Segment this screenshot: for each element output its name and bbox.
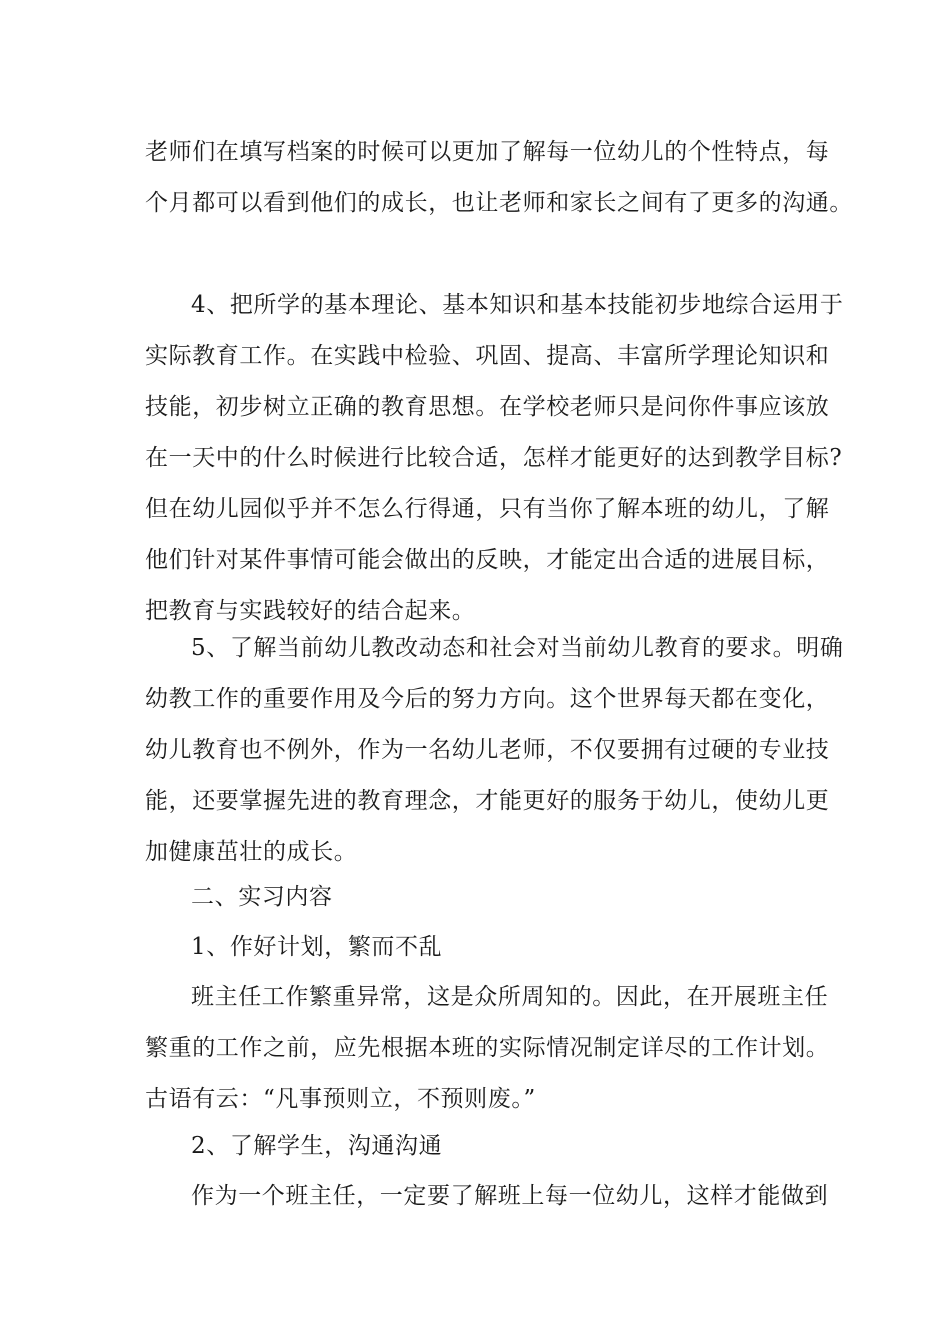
text-line: 二、实习内容: [191, 884, 333, 910]
text-line: 能，还要掌握先进的教育理念，才能更好的服务于幼儿，使幼儿更: [145, 788, 830, 814]
paragraph-item-5: [145, 623, 844, 878]
paragraph-item-4: [145, 280, 844, 637]
text-line: 古语有云：“凡事预则立，不预则废。”: [145, 1086, 536, 1112]
subheading-communication: [145, 1121, 825, 1172]
paragraph-archive-summary: [145, 127, 853, 229]
text-line: 作为一个班主任，一定要了解班上每一位幼儿，这样才能做到: [191, 1183, 829, 1209]
text-line: 他们针对某件事情可能会做出的反映，才能定出合适的进展目标，: [145, 547, 830, 573]
text-line: 把教育与实践较好的结合起来。: [145, 598, 476, 624]
subheading-plan: [145, 922, 825, 973]
text-line: 加健康茁壮的成长。: [145, 839, 358, 865]
text-line: 1、作好计划，繁而不乱: [191, 934, 443, 960]
text-line: 技能，初步树立正确的教育思想。在学校老师只是问你件事应该放: [145, 394, 830, 420]
text-line: 实际教育工作。在实践中检验、巩固、提高、丰富所学理论知识和: [145, 343, 830, 369]
text-line: 在一天中的什么时候进行比较合适，怎样才能更好的达到教学目标?: [145, 445, 843, 471]
text-line: 但在幼儿园似乎并不怎么行得通，只有当你了解本班的幼儿，了解: [145, 496, 830, 522]
section-heading-internship-content: [145, 872, 825, 923]
text-line: 5、了解当前幼儿教改动态和社会对当前幼儿教育的要求。明确: [191, 635, 844, 661]
text-line: 幼儿教育也不例外，作为一名幼儿老师，不仅要拥有过硬的专业技: [145, 737, 830, 763]
paragraph-communication-body: [145, 1171, 829, 1222]
text-line: 个月都可以看到他们的成长，也让老师和家长之间有了更多的沟通。: [145, 190, 853, 216]
text-line: 繁重的工作之前，应先根据本班的实际情况制定详尽的工作计划。: [145, 1035, 830, 1061]
text-line: 班主任工作繁重异常，这是众所周知的。因此，在开展班主任: [191, 984, 829, 1010]
text-line: 4、把所学的基本理论、基本知识和基本技能初步地综合运用于: [191, 292, 844, 318]
text-line: 幼教工作的重要作用及今后的努力方向。这个世界每天都在变化，: [145, 686, 830, 712]
text-line: 老师们在填写档案的时候可以更加了解每一位幼儿的个性特点，每: [145, 139, 830, 165]
text-line: 2、了解学生，沟通沟通: [191, 1133, 443, 1159]
paragraph-plan-body: [145, 972, 830, 1125]
